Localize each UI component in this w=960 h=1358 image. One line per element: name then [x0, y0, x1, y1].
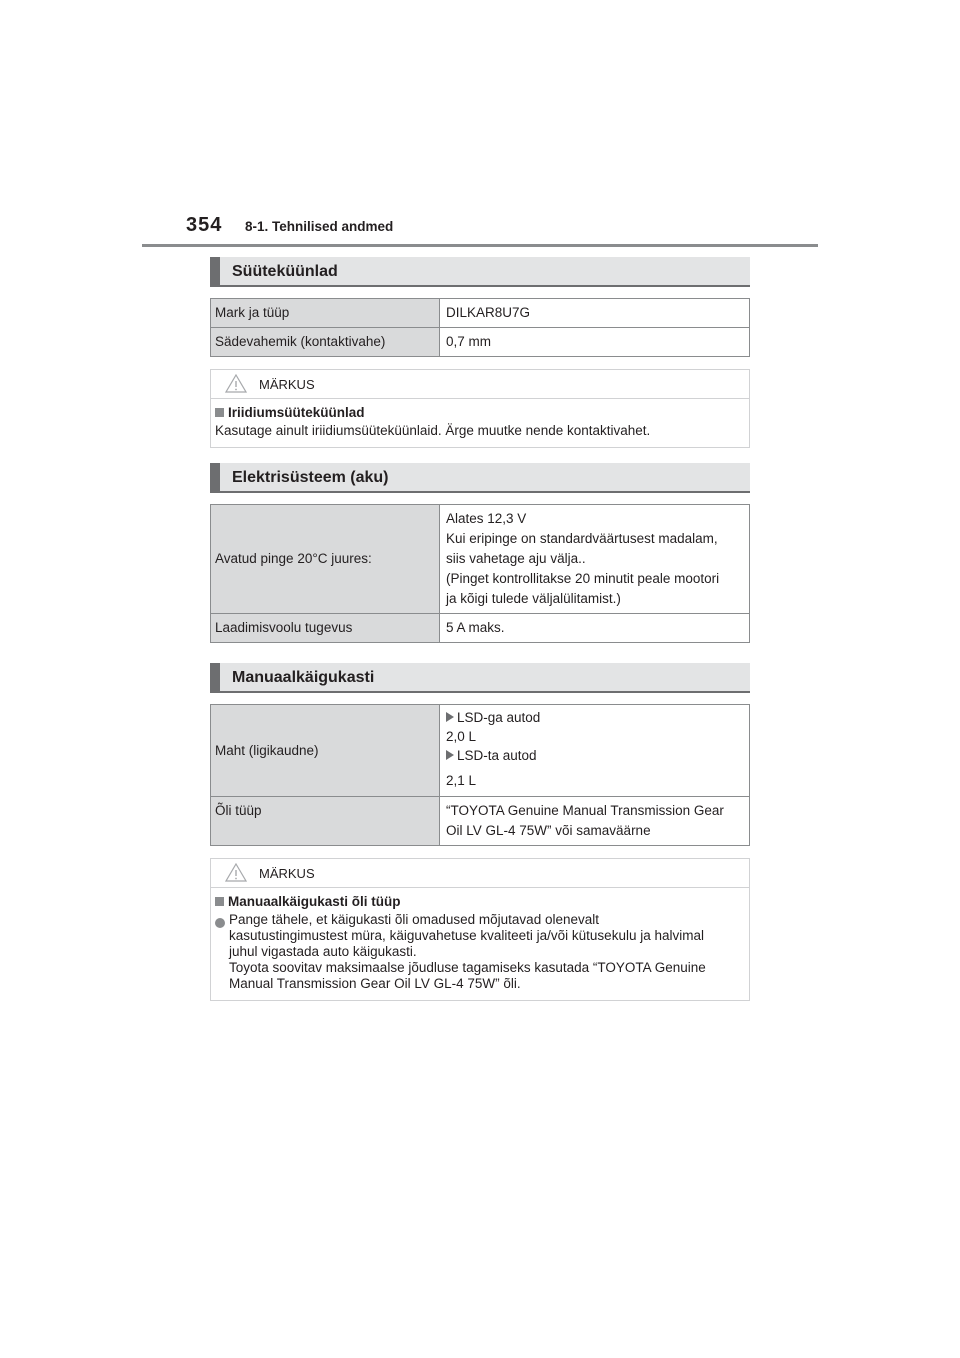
square-bullet-icon [215, 897, 224, 906]
value-line: siis vahetage aju välja.. [446, 551, 586, 566]
page-number: 354 [186, 214, 223, 236]
spark-plugs-table [210, 298, 750, 357]
triangle-bullet-icon [446, 750, 454, 760]
spec-label: Õli tüüp [211, 797, 440, 846]
spec-value: 5 A maks. [440, 614, 750, 643]
electrical-title: Elektrisüsteem (aku) [210, 463, 750, 493]
table-row [211, 299, 750, 328]
value-line: Oil LV GL-4 75W” või samaväärne [446, 823, 651, 838]
note-line: kasutustingimustest müra, käiguvahetuse kvaliteeti ja/või kütusekulu ja halvimal [229, 928, 704, 943]
value-line: ja kõigi tulede väljalülitamist.) [446, 591, 621, 606]
note-body [211, 888, 749, 1000]
note-header [211, 859, 749, 888]
variant-label: LSD-ga autod [457, 710, 541, 725]
list-item [215, 912, 743, 992]
note-title: MÄRKUS [259, 866, 315, 881]
spec-label: Sädevahemik (kontaktivahe) [211, 328, 440, 357]
spec-value [440, 797, 750, 846]
table-row [211, 705, 750, 797]
note-line: Manual Transmission Gear Oil LV GL-4 75W” õli. [229, 976, 521, 991]
spec-value: DILKAR8U7G [440, 299, 750, 328]
section-label: 8-1. Tehnilised andmed [245, 219, 394, 234]
note-line: Pange tähele, et käigukasti õli omadused mõjutavad olenevalt [229, 912, 599, 927]
table-row [211, 505, 750, 614]
table-row [211, 328, 750, 357]
note-header [211, 370, 749, 399]
gearbox-table [210, 704, 750, 846]
note-heading: Iriidiumsüüteküünlad [228, 405, 365, 420]
spec-label: Avatud pinge 20°C juures: [211, 505, 440, 614]
variant-value: 2,0 L [446, 729, 477, 744]
note-line: juhul vigastada auto käigukasti. [229, 944, 417, 959]
note-text: Kasutage ainult iriidiumsüüteküünlaid. Ärge muutke nende kontaktivahet. [215, 423, 651, 438]
note-title: MÄRKUS [259, 377, 315, 392]
table-row [211, 797, 750, 846]
spec-label: Maht (ligikaudne) [211, 705, 440, 797]
spec-label: Laadimisvoolu tugevus [211, 614, 440, 643]
variant-value: 2,1 L [446, 773, 477, 788]
header-rule [142, 244, 818, 247]
variant-label: LSD-ta autod [457, 748, 537, 763]
square-bullet-icon [215, 408, 224, 417]
warning-icon [225, 863, 247, 882]
value-line: Kui eripinge on standardväärtusest madalam, [446, 531, 718, 546]
spark-plugs-title: Süüteküünlad [210, 257, 750, 287]
note-box-gearbox [210, 858, 750, 1001]
page-content [210, 257, 750, 1001]
value-line: Alates 12,3 V [446, 511, 527, 526]
warning-icon [225, 374, 247, 393]
note-heading: Manuaalkäigukasti õli tüüp [228, 894, 401, 909]
note-body [211, 399, 749, 447]
value-line: (Pinget kontrollitakse 20 minutit peale mootori [446, 571, 720, 586]
note-box-spark-plugs [210, 369, 750, 448]
electrical-table [210, 504, 750, 643]
spec-value: 0,7 mm [440, 328, 750, 357]
spec-value [440, 505, 750, 614]
spec-value [440, 705, 750, 797]
spec-label: Mark ja tüüp [211, 299, 440, 328]
value-line: “TOYOTA Genuine Manual Transmission Gear [446, 803, 724, 818]
note-line: Toyota soovitav maksimaalse jõudluse tagamiseks kasutada “TOYOTA Genuine [229, 960, 706, 975]
triangle-bullet-icon [446, 712, 454, 722]
gearbox-title: Manuaalkäigukasti [210, 663, 750, 693]
table-row [211, 614, 750, 643]
circle-bullet-icon [215, 918, 225, 928]
